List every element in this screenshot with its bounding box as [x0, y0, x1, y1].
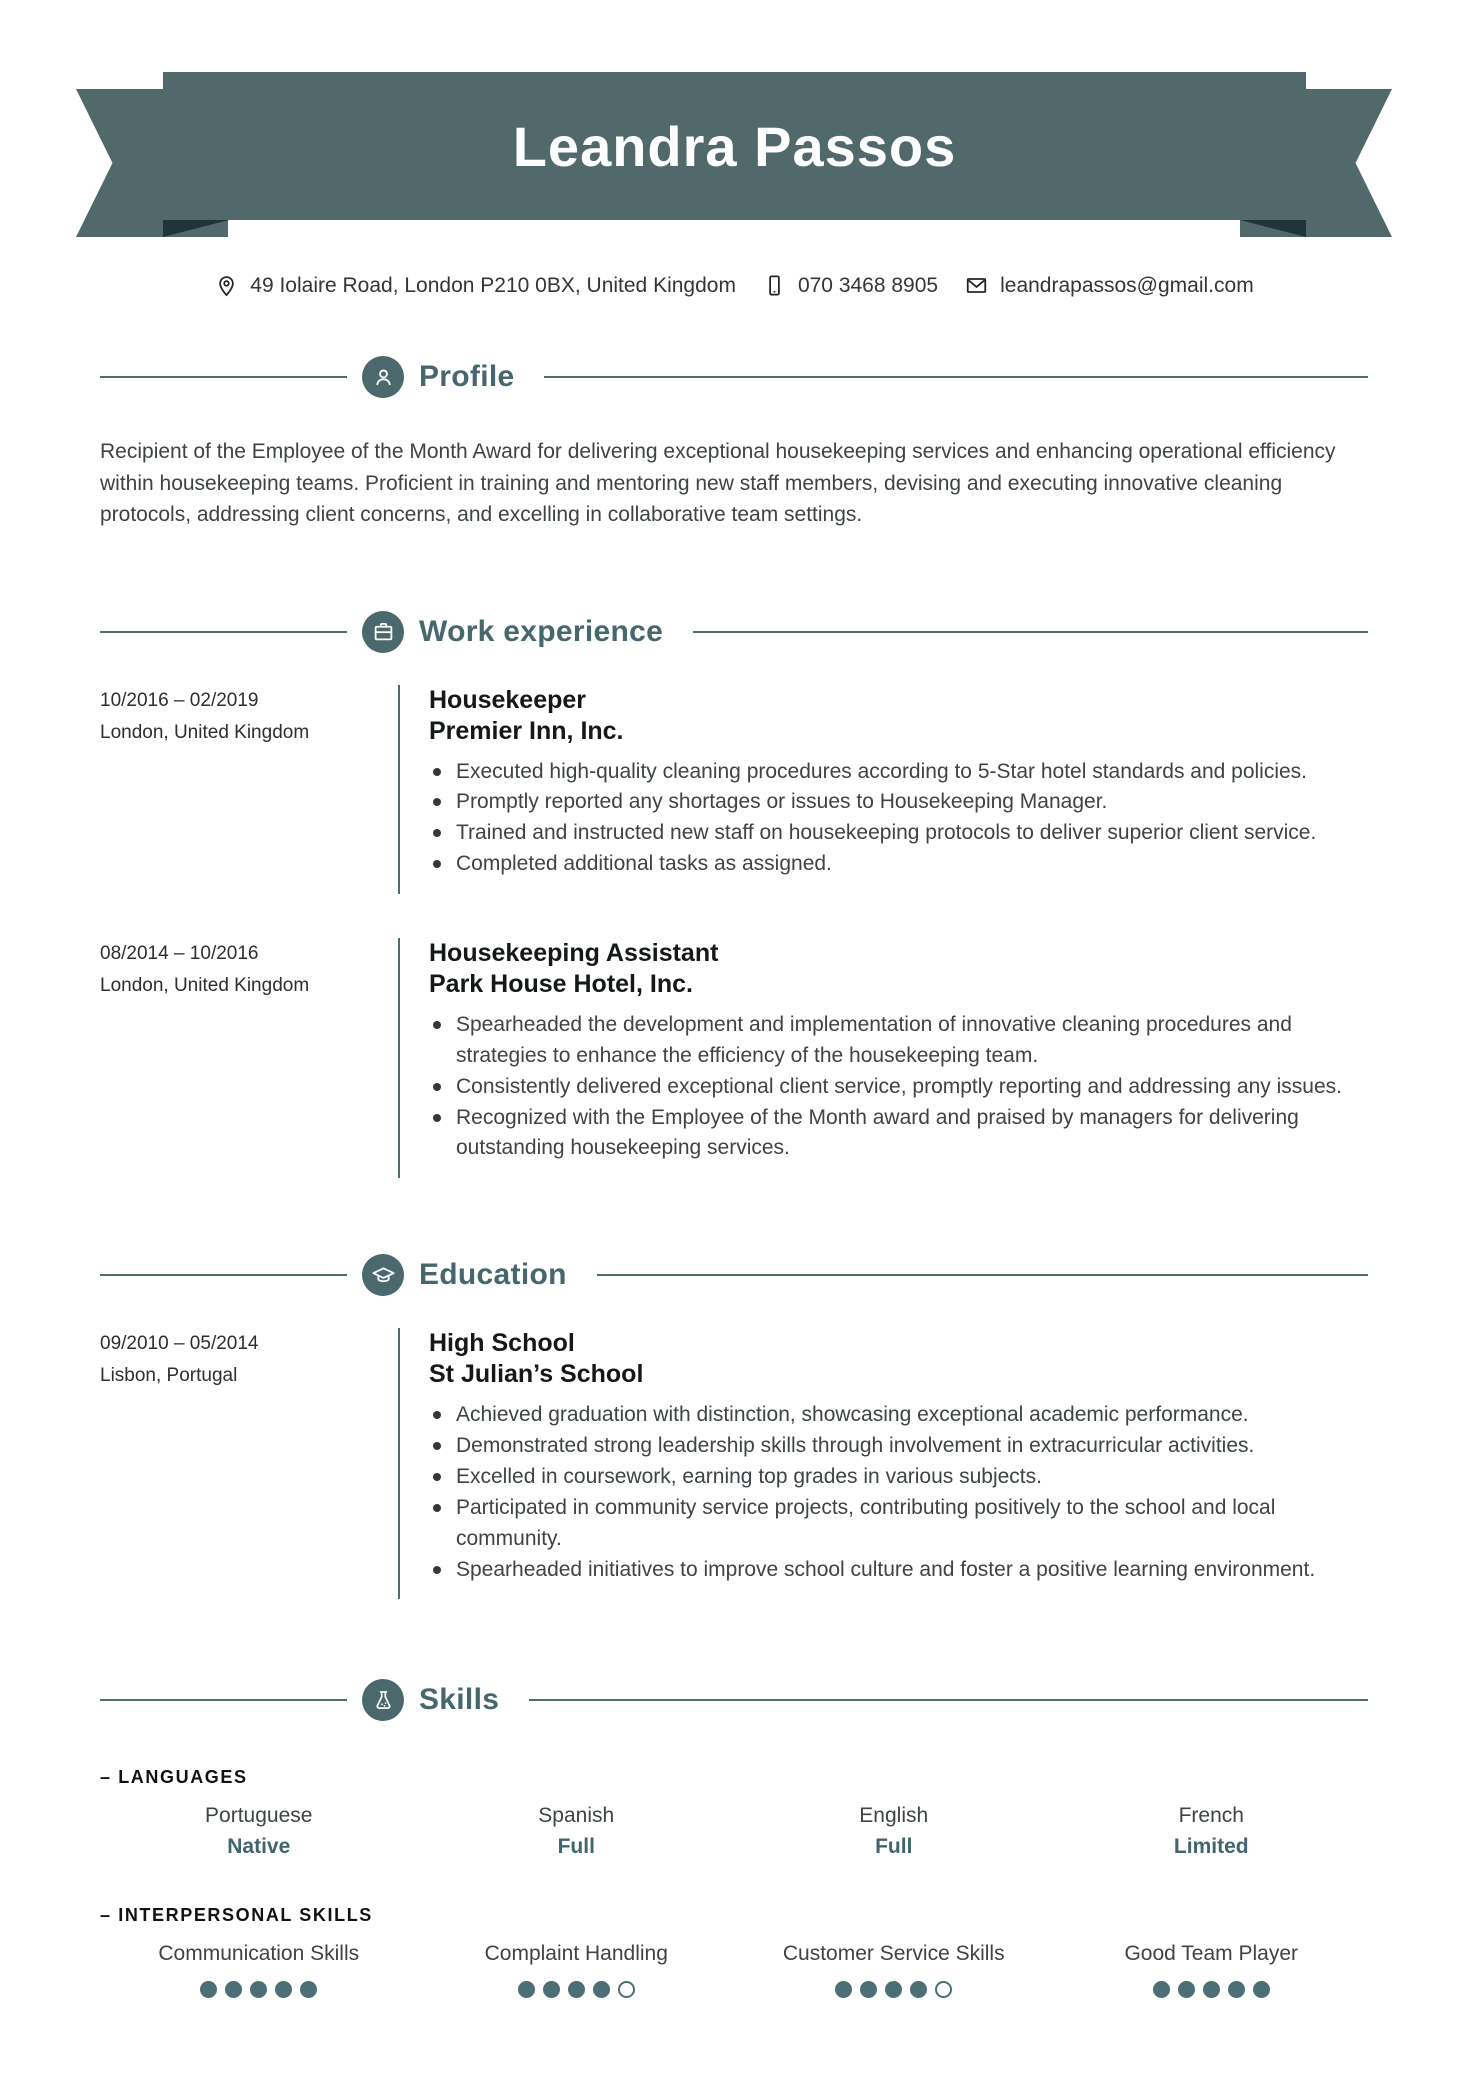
entry-dates: 09/2010 – 05/2014: [100, 1333, 259, 1355]
rating-dot-filled: [1253, 1981, 1270, 1998]
ribbon-banner: [163, 72, 1306, 220]
bullet-item: Spearheaded the development and implementation of innovative cleaning procedures and strategies to enhance the efficiency of the housekeeping team.: [429, 1010, 1370, 1072]
language-item: [100, 1804, 418, 1859]
rating-dot-empty: [935, 1981, 952, 1998]
rating-dot-filled: [250, 1981, 267, 1998]
language-item: [1053, 1804, 1371, 1859]
skill-rating: [418, 1981, 736, 1998]
skill-name: Good Team Player: [1124, 1942, 1299, 1966]
company-name: Park House Hotel, Inc.: [429, 969, 693, 998]
bullet-item: Excelled in coursework, earning top grades in various subjects.: [429, 1462, 1370, 1493]
contact-email: [964, 273, 1254, 298]
job-title: Housekeeping Assistant: [429, 938, 719, 967]
language-level: Full: [557, 1835, 595, 1859]
language-item: [735, 1804, 1053, 1859]
rating-dot-filled: [543, 1981, 560, 1998]
divider-line: [693, 631, 1368, 633]
rating-dot-filled: [593, 1981, 610, 1998]
rating-dot-filled: [860, 1981, 877, 1998]
candidate-name: Leandra Passos: [512, 114, 957, 178]
divider-line: [100, 1274, 347, 1276]
rating-dot-empty: [618, 1981, 635, 1998]
language-name: Portuguese: [205, 1804, 313, 1828]
graduation-cap-icon: [362, 1254, 404, 1296]
interpersonal-item: [100, 1942, 418, 1998]
divider-line: [100, 1699, 347, 1701]
skill-name: Communication Skills: [158, 1942, 360, 1966]
rating-dot-filled: [1178, 1981, 1195, 1998]
rating-dot-filled: [885, 1981, 902, 1998]
rating-dot-filled: [1203, 1981, 1220, 1998]
skills-title: Skills: [419, 1683, 500, 1717]
skill-name: Complaint Handling: [484, 1942, 668, 1966]
rating-dot-filled: [225, 1981, 242, 1998]
section-profile: [0, 356, 1468, 531]
languages-label: – LANGUAGES: [100, 1767, 248, 1788]
entry-location: Lisbon, Portugal: [100, 1365, 238, 1387]
section-work-experience: [0, 611, 1468, 1179]
interpersonal-item: [418, 1942, 736, 1998]
bullet-item: Demonstrated strong leadership skills through involvement in extracurricular activities.: [429, 1431, 1370, 1462]
language-name: English: [859, 1804, 929, 1828]
bullet-item: Promptly reported any shortages or issues to Housekeeping Manager.: [429, 787, 1370, 818]
education-section-header: [100, 1254, 1368, 1296]
person-icon: [362, 356, 404, 398]
entry-body: [400, 685, 1370, 894]
contact-address-text: 49 Iolaire Road, London P210 0BX, United Kingdom: [250, 273, 736, 297]
profile-title: Profile: [419, 360, 515, 393]
school-name: St Julian’s School: [429, 1360, 644, 1389]
language-level: Limited: [1173, 1835, 1249, 1859]
divider-line: [544, 376, 1368, 378]
bullet-item: Spearheaded initiatives to improve school culture and foster a positive learning environment.: [429, 1555, 1370, 1586]
skill-name: Customer Service Skills: [782, 1942, 1005, 1966]
briefcase-icon: [362, 611, 404, 653]
job-bullets: [429, 757, 1370, 880]
divider-line: [597, 1274, 1368, 1276]
entry-meta: [100, 685, 398, 894]
divider-line: [100, 376, 347, 378]
bullet-item: Participated in community service projects, contributing positively to the school and local community.: [429, 1493, 1370, 1555]
language-name: Spanish: [538, 1804, 615, 1828]
entry-body: [400, 1328, 1370, 1599]
interpersonal-item: [735, 1942, 1053, 1998]
bullet-item: Consistently delivered exceptional client service, promptly reporting and addressing any issues.: [429, 1072, 1370, 1103]
work-entry: [100, 938, 1370, 1178]
degree-title: High School: [429, 1329, 575, 1358]
entry-body: [400, 938, 1370, 1178]
work-section-header: [100, 611, 1368, 653]
job-title: Housekeeper: [429, 685, 587, 714]
bullet-item: Achieved graduation with distinction, showcasing exceptional academic performance.: [429, 1400, 1370, 1431]
bullet-item: Recognized with the Employee of the Month award and praised by managers for delivering outstanding housekeeping services.: [429, 1103, 1370, 1165]
divider-line: [529, 1699, 1368, 1701]
skill-rating: [100, 1981, 418, 1998]
skills-section-header: [100, 1679, 1368, 1721]
interpersonal-label: – INTERPERSONAL SKILLS: [100, 1905, 373, 1926]
language-name: French: [1178, 1804, 1244, 1828]
flask-icon: [362, 1679, 404, 1721]
contact-address: [214, 273, 736, 298]
interpersonal-grid: [100, 1942, 1370, 1998]
job-bullets: [429, 1010, 1370, 1164]
section-education: [0, 1254, 1468, 1599]
bullet-item: Executed high-quality cleaning procedures according to 5-Star hotel standards and policies.: [429, 757, 1370, 788]
education-bullets: [429, 1400, 1370, 1585]
header-ribbon: [0, 0, 1468, 237]
phone-icon: [762, 273, 787, 298]
education-title: Education: [419, 1258, 567, 1292]
entry-meta: [100, 1328, 398, 1599]
rating-dot-filled: [300, 1981, 317, 1998]
company-name: Premier Inn, Inc.: [429, 716, 624, 745]
contact-row: [0, 273, 1468, 298]
work-entry: [100, 685, 1370, 894]
language-level: Full: [875, 1835, 913, 1859]
entry-location: London, United Kingdom: [100, 974, 310, 996]
rating-dot-filled: [910, 1981, 927, 1998]
language-level: Native: [227, 1835, 291, 1859]
entry-location: London, United Kingdom: [100, 721, 310, 743]
work-title: Work experience: [419, 614, 664, 648]
education-entry: [100, 1328, 1370, 1599]
contact-phone-text: 070 3468 8905: [797, 273, 939, 297]
section-skills: [0, 1679, 1468, 1998]
education-entries: [0, 1328, 1468, 1599]
interpersonal-item: [1053, 1942, 1371, 1998]
language-item: [418, 1804, 736, 1859]
entry-meta: [100, 938, 398, 1178]
bullet-item: Trained and instructed new staff on housekeeping protocols to deliver superior client service.: [429, 818, 1370, 849]
rating-dot-filled: [275, 1981, 292, 1998]
contact-phone: [762, 273, 938, 298]
divider-line: [100, 631, 347, 633]
rating-dot-filled: [835, 1981, 852, 1998]
languages-grid: [100, 1804, 1370, 1859]
profile-summary: Recipient of the Employee of the Month Award for delivering exceptional housekeeping services and enhancing operational efficiency within housekeeping teams. Proficient in training and mentoring new staff members, devising and executing innovative cleaning protocols, addressing client concerns, and excelling in collaborative team settings.: [100, 440, 1336, 526]
skill-rating: [1053, 1981, 1371, 1998]
rating-dot-filled: [200, 1981, 217, 1998]
entry-dates: 10/2016 – 02/2019: [100, 689, 259, 711]
rating-dot-filled: [1228, 1981, 1245, 1998]
rating-dot-filled: [568, 1981, 585, 1998]
rating-dot-filled: [1153, 1981, 1170, 1998]
bullet-item: Completed additional tasks as assigned.: [429, 849, 1370, 880]
contact-email-text: leandrapassos@gmail.com: [1000, 273, 1254, 297]
rating-dot-filled: [518, 1981, 535, 1998]
envelope-icon: [964, 273, 989, 298]
profile-section-header: [100, 356, 1368, 398]
work-entries: [0, 685, 1468, 1179]
skill-rating: [735, 1981, 1053, 1998]
entry-dates: 08/2014 – 10/2016: [100, 942, 259, 964]
location-pin-icon: [214, 273, 239, 298]
